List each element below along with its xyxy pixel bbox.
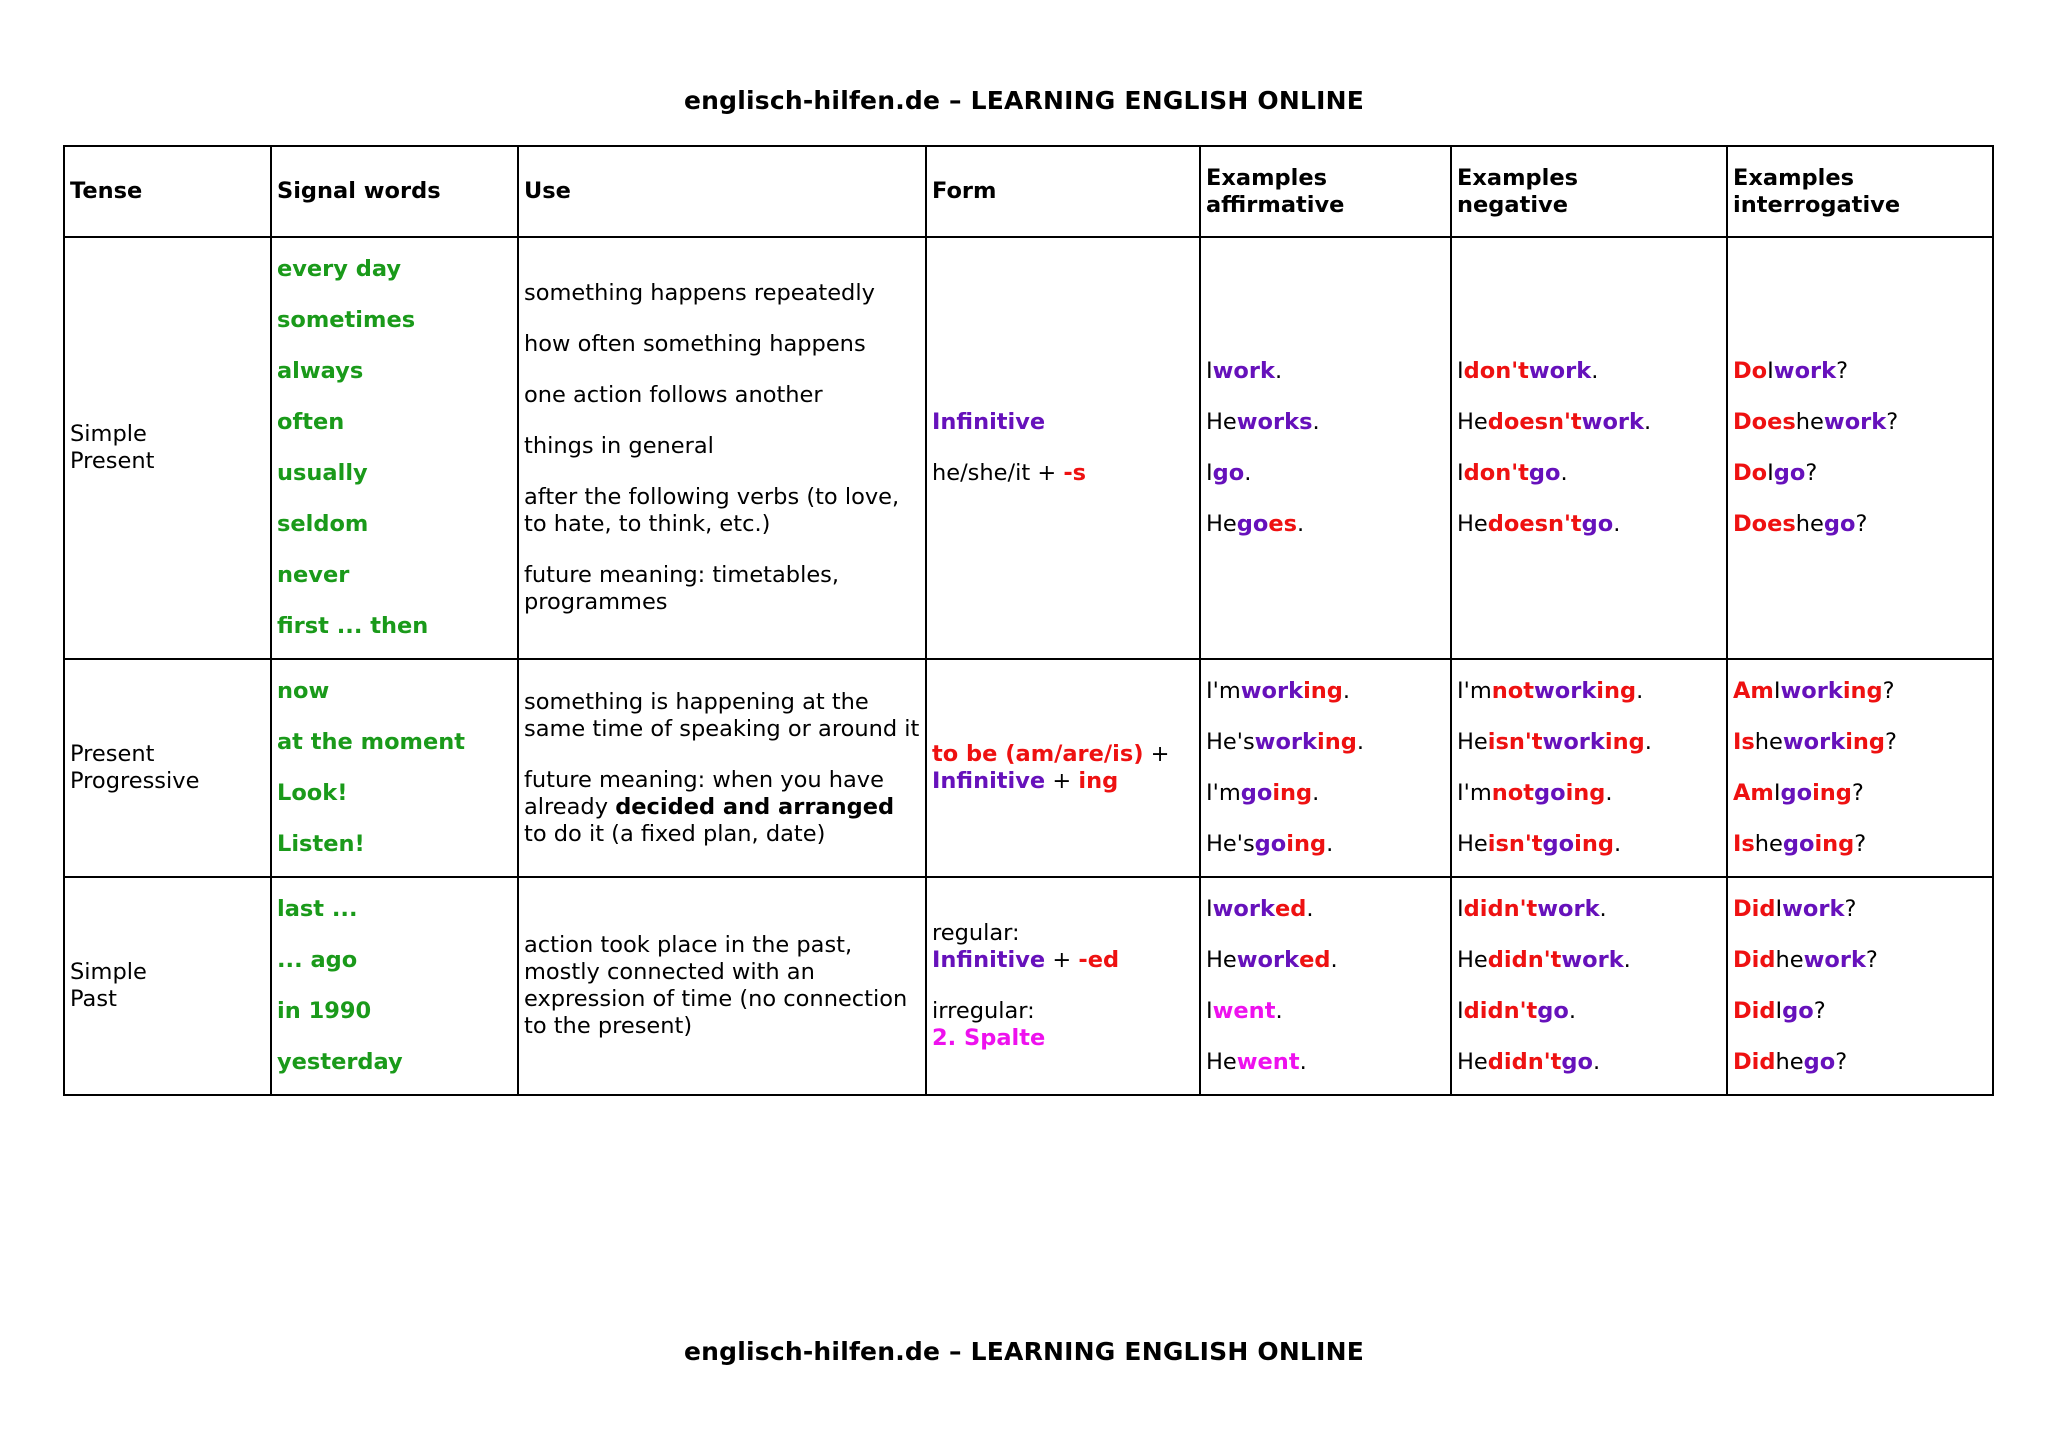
- example-line: I didn't work .: [1457, 896, 1607, 922]
- example-line: He isn't go ing .: [1457, 831, 1622, 857]
- examples-affirmative-cell: [1200, 659, 1451, 877]
- header-use: Use: [518, 146, 926, 237]
- example-line: Did I go ?: [1733, 998, 1826, 1024]
- table-header-row: [64, 146, 1993, 237]
- example-line: Did he work ?: [1733, 947, 1878, 973]
- signal-word: last ...: [277, 896, 358, 922]
- example-line: I'm go ing .: [1206, 780, 1320, 806]
- example-line: Is he work ing ?: [1733, 729, 1897, 755]
- header-form: Form: [926, 146, 1200, 237]
- signal-word: yesterday: [277, 1049, 403, 1075]
- example-line: He's work ing .: [1206, 729, 1364, 755]
- tense-cell: Simple Present: [64, 237, 271, 659]
- form-cell: regular: Infinitive + -ed irregular: 2. Spalte: [926, 877, 1200, 1095]
- form-cell: Infinitive he/she/it + -s: [926, 237, 1200, 659]
- examples-negative-cell: [1451, 237, 1727, 659]
- example-line: Do I go ?: [1733, 460, 1818, 486]
- example-line: I went .: [1206, 998, 1283, 1024]
- examples-negative-cell: [1451, 659, 1727, 877]
- header-tense: Tense: [64, 146, 271, 237]
- use-cell: action took place in the past, mostly connected with an expression of time (no connection to the present): [518, 877, 926, 1095]
- example-line: I'm not work ing .: [1457, 678, 1644, 704]
- form-cell: to be (am/are/is) + Infinitive + ing: [926, 659, 1200, 877]
- signal-word: Look!: [277, 780, 348, 806]
- table-row: [64, 659, 1993, 877]
- examples-interrogative-cell: [1727, 877, 1993, 1095]
- example-line: Am I go ing ?: [1733, 780, 1864, 806]
- header-examples-affirmative: Examples affirmative: [1200, 146, 1451, 237]
- example-line: He works .: [1206, 409, 1320, 435]
- example-line: I work .: [1206, 358, 1283, 384]
- table-row: [64, 237, 1993, 659]
- signal-word: sometimes: [277, 307, 416, 333]
- signal-words-cell: [271, 877, 518, 1095]
- use-cell: something is happening at the same time of speaking or around it future meaning: when you have already decided and arranged to do it (a fixed plan, date): [518, 659, 926, 877]
- signal-word: at the moment: [277, 729, 466, 755]
- examples-negative-cell: [1451, 877, 1727, 1095]
- example-line: I'm not go ing .: [1457, 780, 1613, 806]
- example-line: I don't work .: [1457, 358, 1599, 384]
- example-line: Do I work ?: [1733, 358, 1849, 384]
- use-cell: something happens repeatedly how often something happens one action follows another things in general after the following verbs (to love, to hate, to think, etc.) future meaning: timetables, programmes: [518, 237, 926, 659]
- signal-word: usually: [277, 460, 368, 486]
- signal-word: first ... then: [277, 613, 429, 639]
- example-line: He isn't work ing .: [1457, 729, 1652, 755]
- example-line: Did he go ?: [1733, 1049, 1848, 1075]
- example-line: Did I work ?: [1733, 896, 1857, 922]
- signal-word: in 1990: [277, 998, 372, 1024]
- example-line: Does he work ?: [1733, 409, 1899, 435]
- example-line: He doesn't work .: [1457, 409, 1652, 435]
- example-line: He work ed .: [1206, 947, 1338, 973]
- examples-interrogative-cell: [1727, 237, 1993, 659]
- example-line: I go .: [1206, 460, 1252, 486]
- example-line: Am I work ing ?: [1733, 678, 1895, 704]
- signal-words-cell: [271, 237, 518, 659]
- example-line: He doesn't go .: [1457, 511, 1621, 537]
- example-line: He go es .: [1206, 511, 1305, 537]
- header-examples-negative: Examples negative: [1451, 146, 1727, 237]
- examples-affirmative-cell: [1200, 877, 1451, 1095]
- signal-word: every day: [277, 256, 402, 282]
- tense-cell: Present Progressive: [64, 659, 271, 877]
- example-line: He went .: [1206, 1049, 1307, 1075]
- header-examples-interrogative: Examples interrogative: [1727, 146, 1993, 237]
- signal-word: always: [277, 358, 364, 384]
- signal-word: ... ago: [277, 947, 358, 973]
- tenses-table: [63, 145, 1994, 1096]
- signal-word: now: [277, 678, 330, 704]
- signal-word: often: [277, 409, 345, 435]
- example-line: I'm work ing .: [1206, 678, 1351, 704]
- tense-cell: Simple Past: [64, 877, 271, 1095]
- example-line: I work ed .: [1206, 896, 1314, 922]
- examples-interrogative-cell: [1727, 659, 1993, 877]
- header-signal-words: Signal words: [271, 146, 518, 237]
- examples-affirmative-cell: [1200, 237, 1451, 659]
- example-line: I didn't go .: [1457, 998, 1576, 1024]
- example-line: Does he go ?: [1733, 511, 1868, 537]
- example-line: He's go ing .: [1206, 831, 1334, 857]
- signal-words-cell: [271, 659, 518, 877]
- signal-word: Listen!: [277, 831, 365, 857]
- example-line: He didn't work .: [1457, 947, 1631, 973]
- signal-word: seldom: [277, 511, 369, 537]
- example-line: I don't go .: [1457, 460, 1568, 486]
- page-footer: englisch-hilfen.de – LEARNING ENGLISH ONLINE: [683, 1337, 1365, 1366]
- example-line: Is he go ing ?: [1733, 831, 1867, 857]
- table-row: [64, 877, 1993, 1095]
- example-line: He didn't go .: [1457, 1049, 1601, 1075]
- signal-word: never: [277, 562, 350, 588]
- page-title: englisch-hilfen.de – LEARNING ENGLISH ONLINE: [683, 86, 1365, 115]
